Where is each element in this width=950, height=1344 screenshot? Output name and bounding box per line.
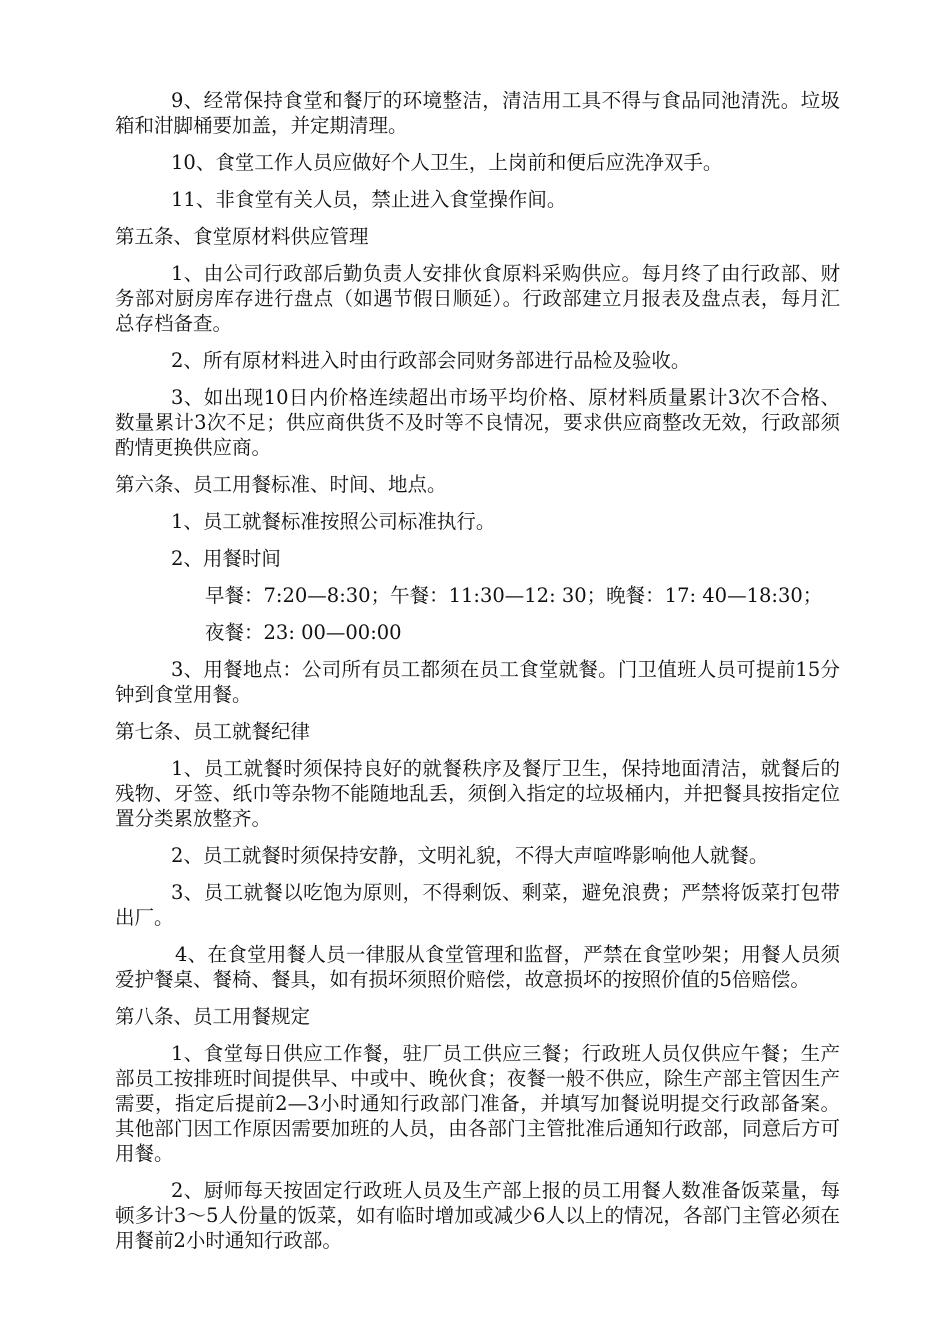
article-5-item-3: 3、如出现10日内价格连续超出市场平均价格、原材料质量累计3次不合格、数量累计3次不足；供应商供货不及时等不良情况，要求供应商整改无效，行政部须酌情更换供应商。 bbox=[115, 386, 840, 459]
article-6-item-2: 2、用餐时间 bbox=[171, 547, 281, 570]
article-7-item-3: 3、员工就餐以吃饱为原则，不得剩饭、剩菜，避免浪费；严禁将饭菜打包带出厂。 bbox=[115, 881, 840, 929]
meal-times-line-2: 夜餐：23: 00—00:00 bbox=[205, 621, 402, 644]
article-8-heading: 第八条、员工用餐规定 bbox=[115, 1005, 311, 1028]
clause-10: 10、食堂工作人员应做好个人卫生，上岗前和便后应洗净双手。 bbox=[171, 151, 723, 174]
article-6-item-1: 1、员工就餐标准按照公司标准执行。 bbox=[171, 510, 496, 533]
meal-times-line-1: 早餐：7:20—8:30；午餐：11:30—12: 30；晚餐：17: 40—18:30； bbox=[205, 584, 823, 607]
article-5-item-1: 1、由公司行政部后勤负责人安排伙食原料采购供应。每月终了由行政部、财务部对厨房库存进行盘点（如遇节假日顺延）。行政部建立月报表及盘点表，每月汇总存档备查。 bbox=[115, 262, 840, 335]
document-page bbox=[115, 88, 840, 1265]
article-7-item-2: 2、员工就餐时须保持安静，文明礼貌，不得大声喧哗影响他人就餐。 bbox=[171, 844, 769, 867]
article-6-heading: 第六条、员工用餐标准、时间、地点。 bbox=[115, 473, 447, 496]
article-5-heading: 第五条、食堂原材料供应管理 bbox=[115, 225, 369, 248]
clause-11: 11、非食堂有关人员，禁止进入食堂操作间。 bbox=[171, 188, 567, 211]
article-7-item-4: 4、在食堂用餐人员一律服从食堂管理和监督，严禁在食堂吵架；用餐人员须爱护餐桌、餐椅、餐具，如有损坏须照价赔偿，故意损坏的按照价值的5倍赔偿。 bbox=[115, 943, 840, 991]
clause-9: 9、经常保持食堂和餐厅的环境整洁，清洁用工具不得与食品同池清洗。垃圾箱和泔脚桶要加盖，并定期清理。 bbox=[115, 89, 840, 137]
article-8-item-1: 1、食堂每日供应工作餐，驻厂员工供应三餐；行政班人员仅供应午餐；生产部员工按排班时间提供早、中或中、晚伙食；夜餐一般不供应，除生产部主管因生产需要，指定后提前2—3小时通知行政部门准备，并填写加餐说明提交行政部备案。其他部门因工作原因需要加班的人员，由各部门主管批准后通知行政部，同意后方可用餐。 bbox=[115, 1042, 840, 1165]
article-7-heading: 第七条、员工就餐纪律 bbox=[115, 720, 311, 743]
article-5-item-2: 2、所有原材料进入时由行政部会同财务部进行品检及验收。 bbox=[171, 349, 691, 372]
article-6-item-3: 3、用餐地点：公司所有员工都须在员工食堂就餐。门卫值班人员可提前15分钟到食堂用餐。 bbox=[115, 658, 840, 706]
article-7-item-1: 1、员工就餐时须保持良好的就餐秩序及餐厅卫生，保持地面清洁，就餐后的残物、牙签、纸巾等杂物不能随地乱丢，须倒入指定的垃圾桶内，并把餐具按指定位置分类累放整齐。 bbox=[115, 757, 840, 830]
article-8-item-2: 2、厨师每天按固定行政班人员及生产部上报的员工用餐人数准备饭菜量，每顿多计3～5人份量的饭菜，如有临时增加或减少6人以上的情况，各部门主管必须在用餐前2小时通知行政部。 bbox=[115, 1179, 840, 1252]
